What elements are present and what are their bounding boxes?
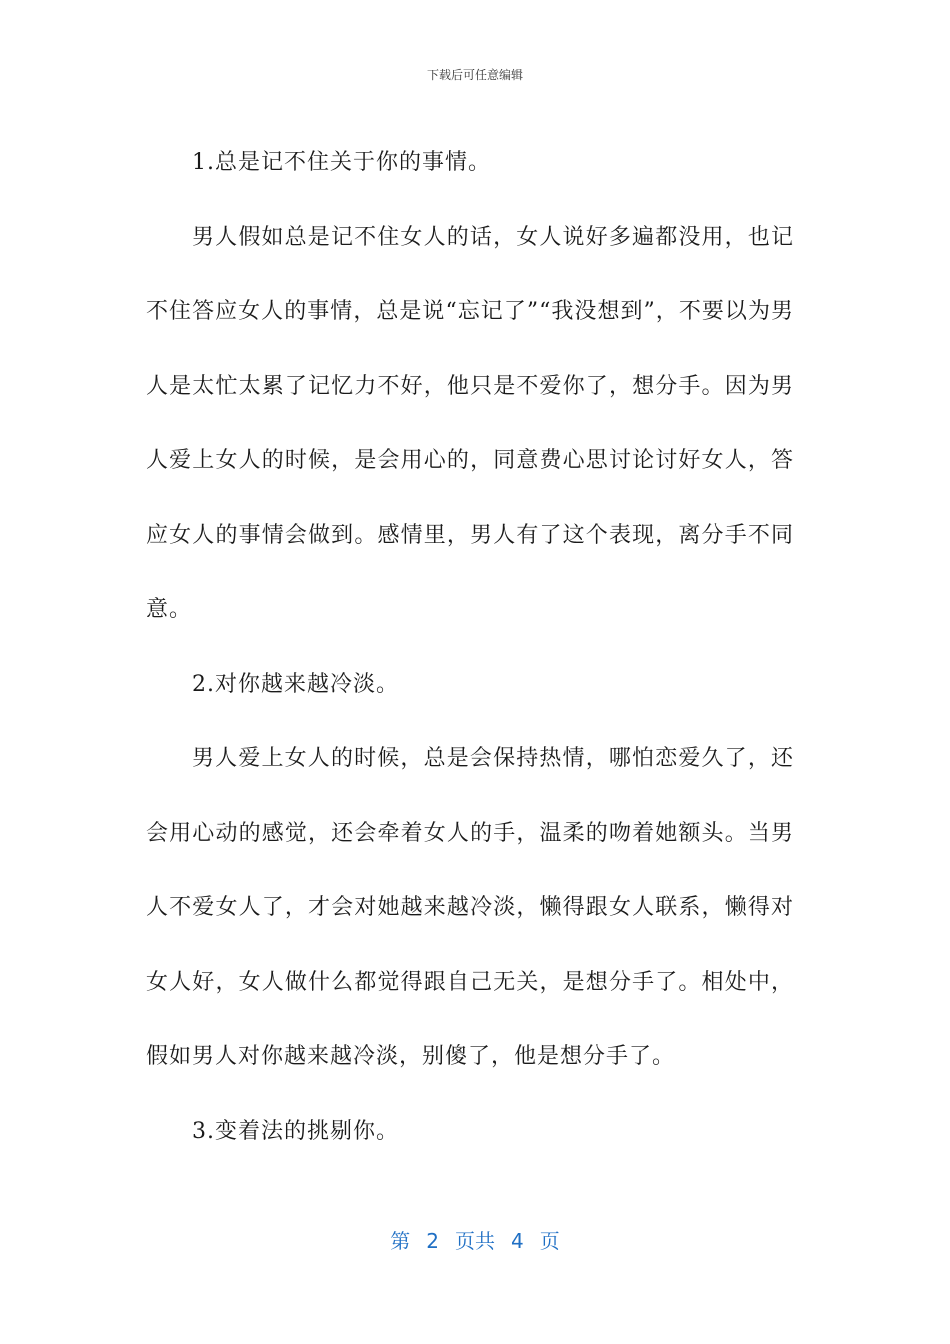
document-body [146, 126, 794, 1169]
item2-heading: 2.对你越来越冷淡。 [192, 671, 399, 697]
footer-total-pages: 4 [511, 1229, 524, 1253]
item1-body: 男人假如总是记不住女人的话，女人说好多遍都没用，也记不住答应女人的事情，总是说“忘记了”“我没想到”，不要以为男人是太忙太累了记忆力不好，他只是不爱你了，想分手。因为男人爱上女人的时候，是会用心的，同意费心思讨论讨好女人，答应女人的事情会做到。感情里，男人有了这个表现，离分手不同意。 [146, 224, 794, 622]
footer-current-page: 2 [426, 1229, 439, 1253]
page-header: 下载后可任意编辑 [426, 68, 523, 82]
item1-heading: 1.总是记不住关于你的事情。 [192, 150, 491, 175]
item2-body: 男人爱上女人的时候，总是会保持热情，哪怕恋爱久了，还会用心动的感觉，还会牵着女人的手，温柔的吻着她额头。当男人不爱女人了，才会对她越来越冷淡，懒得跟女人联系，懒得对女人好，女人做什么都觉得跟自己无关，是想分手了。相处中，假如男人对你越来越冷淡，别傻了，他是想分手了。 [146, 746, 794, 1069]
page-footer [0, 1225, 950, 1254]
footer-prefix: 第 [390, 1229, 411, 1253]
item3-heading: 3.变着法的挑剔你。 [192, 1118, 399, 1144]
footer-suffix: 页 [539, 1229, 560, 1253]
footer-middle: 页共 [455, 1229, 495, 1253]
